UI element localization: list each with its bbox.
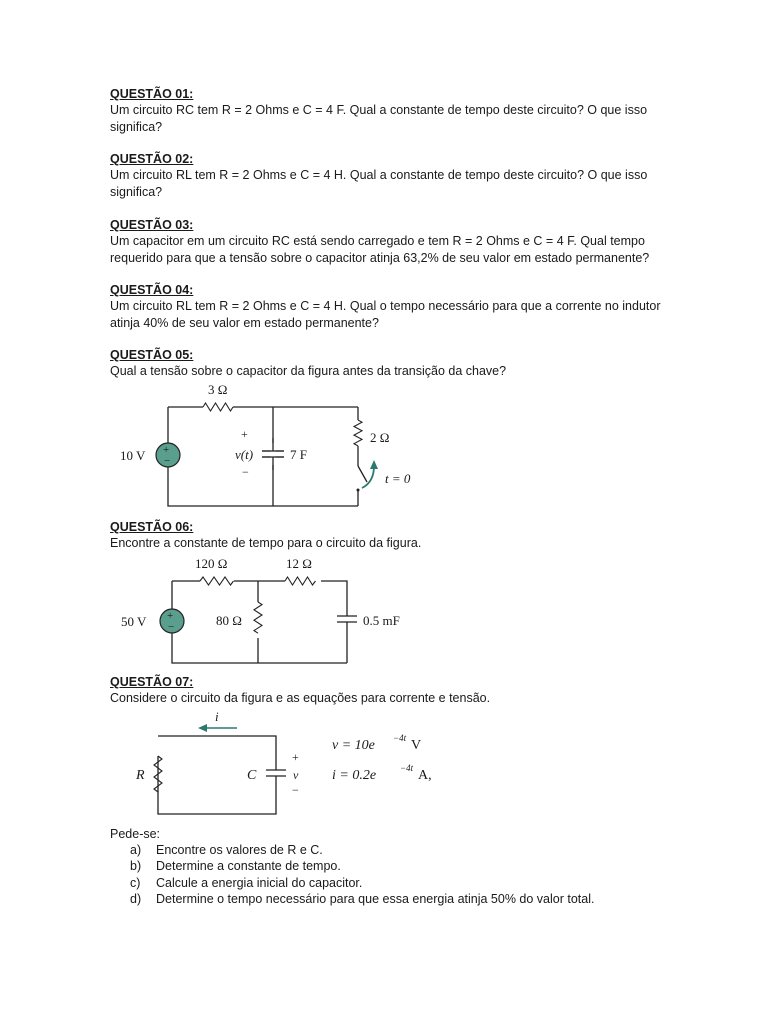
circuit-figure-05 <box>110 378 430 510</box>
label-cap: 7 F <box>290 447 307 462</box>
label-r3: 80 Ω <box>216 613 242 628</box>
question-text: atinja 40% de seu valor em estado permanente? <box>110 315 379 330</box>
question-title: QUESTÃO 06: <box>110 520 194 534</box>
list-item <box>130 875 594 891</box>
label-cap: 0.5 mF <box>363 613 400 628</box>
question-text: Um capacitor em um circuito RC está sendo carregado e tem R = 2 Ohms e C = 4 F. Qual tempo <box>110 234 645 249</box>
label-c: C <box>247 768 257 783</box>
question-05 <box>110 347 670 380</box>
source-plus: + <box>163 444 170 456</box>
circuit-figure-07 <box>110 706 450 818</box>
list-text: Determine a constante de tempo. <box>156 859 341 874</box>
question-06 <box>110 519 670 552</box>
eq-i-lhs: i = 0.2e <box>332 768 377 783</box>
list-item <box>130 858 594 874</box>
eq-v-lhs: v = 10e <box>332 738 375 753</box>
question-title: QUESTÃO 07: <box>110 675 194 689</box>
question-title: QUESTÃO 03: <box>110 218 194 232</box>
pede-se-label <box>110 826 670 842</box>
list-text: Encontre os valores de R e C. <box>156 843 323 857</box>
list-marker: c) <box>130 875 141 890</box>
question-text: Um circuito RL tem R = 2 Ohms e C = 4 H. Qual o tempo necessário para que a corrente no indutor <box>110 299 661 314</box>
equation-i <box>332 763 432 783</box>
pede-se-text: Pede-se: <box>110 827 161 841</box>
list-marker: b) <box>130 859 142 874</box>
question-text: Um circuito RL tem R = 2 Ohms e C = 4 H. Qual a constante de tempo deste circuito? O que isso <box>110 168 648 183</box>
question-01 <box>110 86 670 135</box>
list-item <box>130 891 594 907</box>
label-plus: + <box>292 750 299 764</box>
label-v: v <box>293 768 299 782</box>
label-source: 10 V <box>120 448 146 463</box>
question-04 <box>110 282 670 331</box>
label-r-top: 3 Ω <box>208 382 228 397</box>
question-text: requerido para que a tensão sobre o capacitor atinja 63,2% de seu valor em estado permanente? <box>110 250 650 265</box>
label-r: R <box>136 768 145 783</box>
label-r-right: 2 Ω <box>370 430 390 445</box>
eq-i-exp: −4t <box>400 763 414 773</box>
eq-i-unit: A, <box>418 768 432 783</box>
list-text: Calcule a energia inicial do capacitor. <box>156 875 363 890</box>
source-minus: − <box>164 455 171 467</box>
label-source: 50 V <box>121 614 147 629</box>
question-07 <box>110 674 670 707</box>
question-text: significa? <box>110 119 163 134</box>
eq-v-exp: −4t <box>393 733 407 743</box>
label-r2: 12 Ω <box>286 556 312 571</box>
question-title: QUESTÃO 01: <box>110 87 194 101</box>
list-marker: a) <box>130 843 142 857</box>
list-marker: d) <box>130 891 142 906</box>
question-text: Um circuito RC tem R = 2 Ohms e C = 4 F. Qual a constante de tempo deste circuito? O que isso <box>110 103 648 118</box>
question-02 <box>110 151 670 200</box>
subquestion-list <box>130 842 594 907</box>
question-text: significa? <box>110 184 163 199</box>
question-03 <box>110 217 670 266</box>
source-minus: − <box>168 621 175 633</box>
label-vt: v(t) <box>235 447 254 462</box>
question-title: QUESTÃO 02: <box>110 152 194 166</box>
question-text: Qual a tensão sobre o capacitor da figura antes da transição da chave? <box>110 364 507 379</box>
label-plus: + <box>241 427 248 441</box>
question-title: QUESTÃO 05: <box>110 348 194 362</box>
list-item <box>130 842 594 858</box>
question-text: Considere o circuito da figura e as equações para corrente e tensão. <box>110 691 491 706</box>
label-i: i <box>215 709 219 724</box>
circuit-figure-06 <box>110 552 430 668</box>
source-plus: + <box>167 610 174 622</box>
label-minus: − <box>292 783 299 797</box>
list-text: Determine o tempo necessário para que essa energia atinja 50% do valor total. <box>156 891 595 906</box>
label-switch: t = 0 <box>385 471 411 486</box>
label-minus: − <box>242 465 249 479</box>
question-title: QUESTÃO 04: <box>110 283 194 297</box>
question-text: Encontre a constante de tempo para o circuito da figura. <box>110 536 422 551</box>
eq-v-unit: V <box>411 738 422 753</box>
equation-v <box>332 733 421 753</box>
label-r1: 120 Ω <box>195 556 228 571</box>
